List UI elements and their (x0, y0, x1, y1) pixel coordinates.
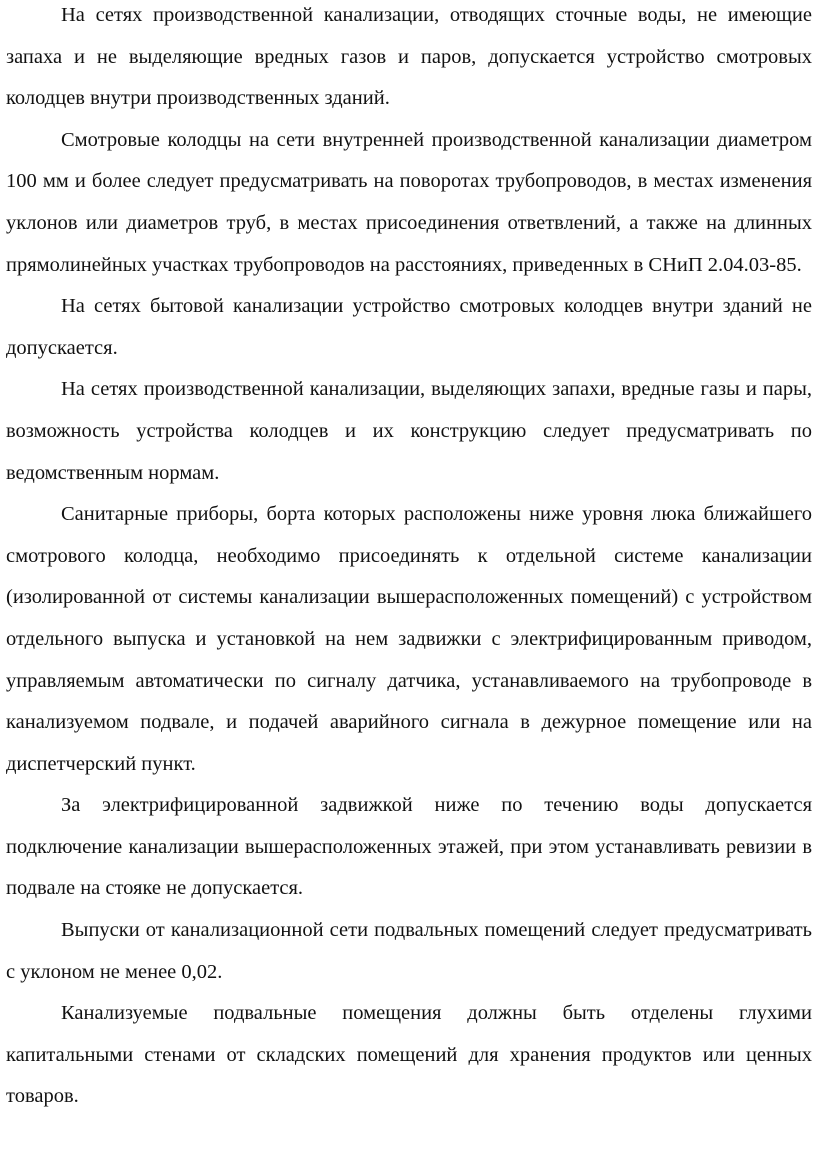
paragraph-6: За электрифицированной задвижкой ниже по течению воды допускается подключение канализации вышерасположенных этажей, при этом устанавливать ревизии в подвале на стояке не допускается. (6, 794, 812, 900)
paragraph-8: Канализуемые подвальные помещения должны быть отделены глухими капитальными стенами от складских помещений для хранения продуктов или ценных товаров. (6, 1002, 812, 1108)
paragraph-4: На сетях производственной канализации, выделяющих запахи, вредные газы и пары, возможность устройства колодцев и их конструкцию следует предусматривать по ведомственным нормам. (6, 378, 812, 484)
paragraph-2: Смотровые колодцы на сети внутренней производственной канализации диаметром 100 мм и более следует предусматривать на поворотах трубопроводов, в местах изменения уклонов или диаметров труб, в местах присоединения ответвлений, а также на длинных прямолинейных участках трубопроводов на расстояниях, приведенных в СНиП 2.04.03-85. (6, 128, 812, 276)
paragraph-5: Санитарные приборы, борта которых расположены ниже уровня люка ближайшего смотрового колодца, необходимо присоединять к отдельной системе канализации (изолированной от системы канализации вышерасположенных помещений) с устройством отдельного выпуска и установкой на нем задвижки с электрифицированным приводом, управляемым автоматически по сигналу датчика, устанавливаемого на трубопроводе в канализуемом подвале, и подачей аварийного сигнала в дежурное помещение или на диспетчерский пункт. (6, 503, 812, 775)
paragraph-3: На сетях бытовой канализации устройство смотровых колодцев внутри зданий не допускается. (6, 295, 812, 359)
paragraph-1: На сетях производственной канализации, отводящих сточные воды, не имеющие запаха и не выделяющие вредных газов и паров, допускается устройство смотровых колодцев внутри производственных зданий. (6, 4, 812, 110)
paragraph-7: Выпуски от канализационной сети подвальных помещений следует предусматривать с уклоном не менее 0,02. (6, 919, 812, 983)
